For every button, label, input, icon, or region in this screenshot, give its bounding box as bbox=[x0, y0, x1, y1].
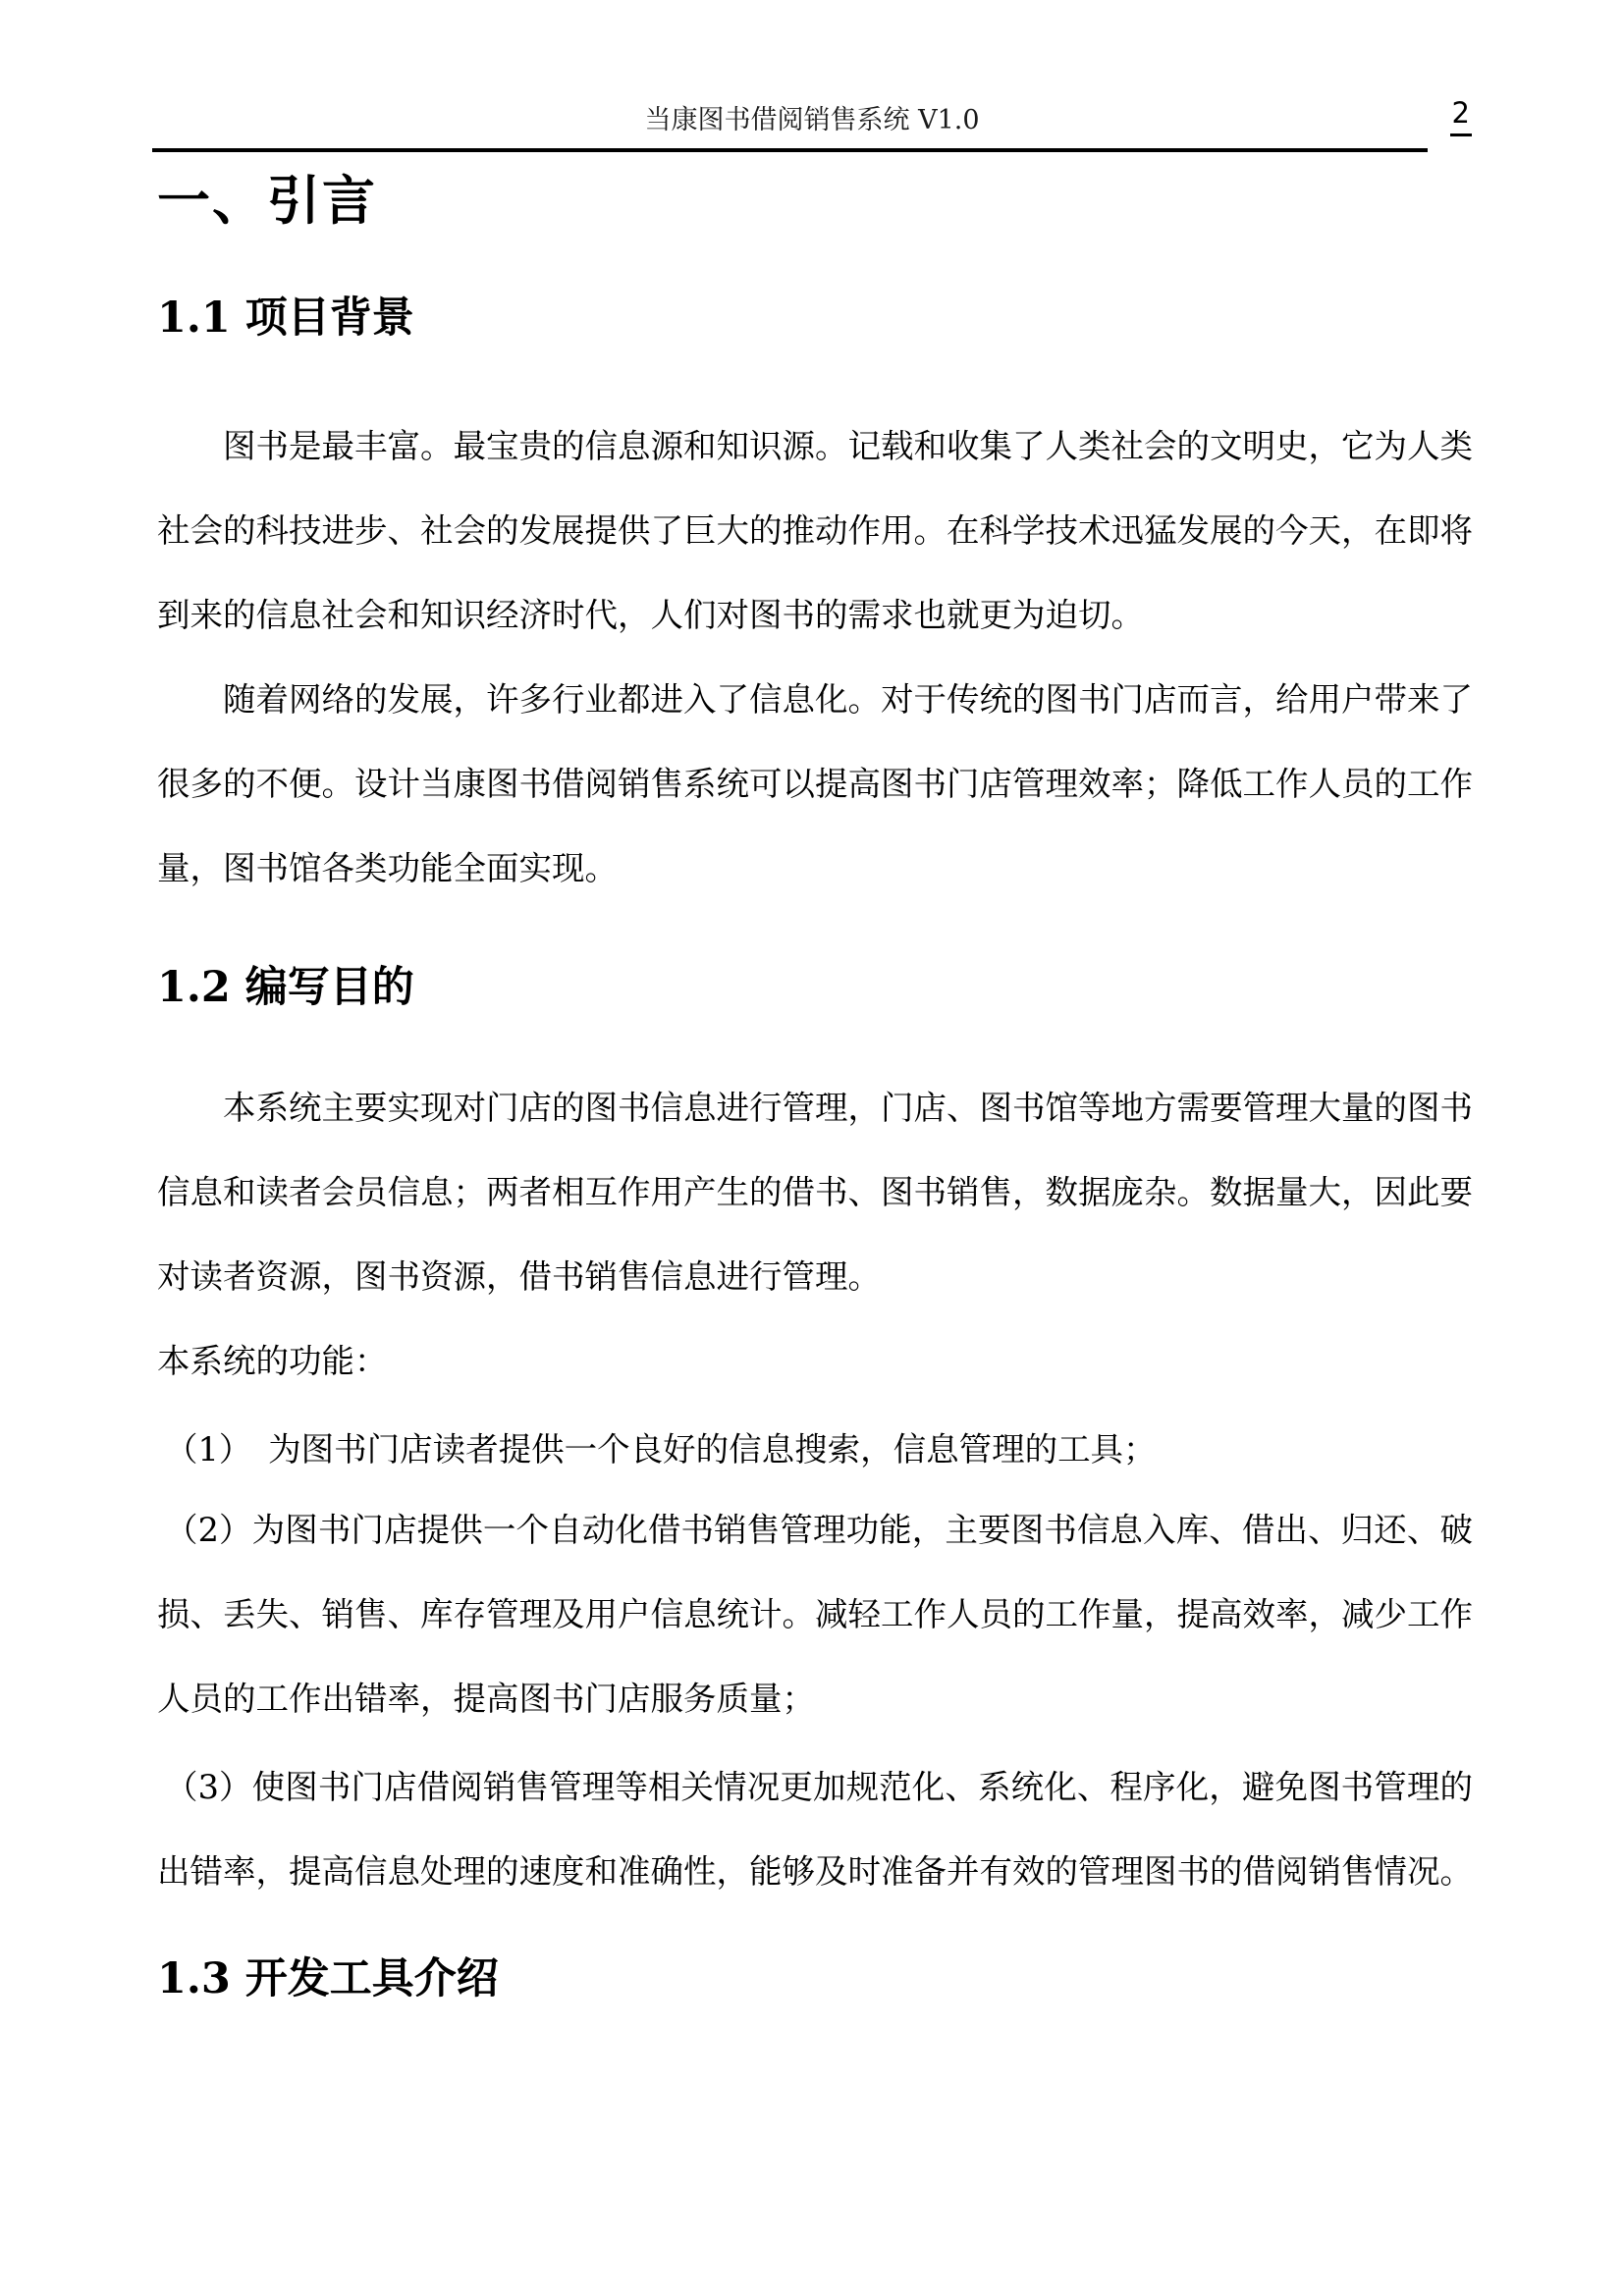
section-heading-1-2: 1.2 编写目的 bbox=[157, 963, 414, 1012]
header-doc-title: 当康图书借阅销售系统 V1.0 bbox=[644, 105, 980, 135]
chapter-heading: 一、引言 bbox=[157, 169, 377, 232]
paragraph-purpose: 本系统主要实现对门店的图书信息进行管理，门店、图书馆等地方需要管理大量的图书信息和读者会员信息；两者相互作用产生的借书、图书销售，数据庞杂。数据量大，因此要对读者资源，图书资源，借书销售信息进行管理。 bbox=[157, 1089, 1473, 1296]
list-item-3: （3）使图书门店借阅销售管理等相关情况更加规范化、系统化、程序化，避免图书管理的出错率，提高信息处理的速度和准确性，能够及时准备并有效的管理图书的借阅销售情况。 bbox=[157, 1768, 1473, 1891]
list-lead-system-functions: 本系统的功能： bbox=[157, 1342, 388, 1380]
list-item-2: （2）为图书门店提供一个自动化借书销售管理功能，主要图书信息入库、借出、归还、破损、丢失、销售、库存管理及用户信息统计。减轻工作人员的工作量，提高效率，减少工作人员的工作出错率，提高图书门店服务质量； bbox=[157, 1511, 1473, 1718]
header-rule bbox=[152, 148, 1428, 152]
section-heading-1-1: 1.1 项目背景 bbox=[157, 294, 414, 343]
paragraph-project-background-2: 随着网络的发展，许多行业都进入了信息化。对于传统的图书门店而言，给用户带来了很多的不便。设计当康图书借阅销售系统可以提高图书门店管理效率；降低工作人员的工作量，图书馆各类功能全面实现。 bbox=[157, 680, 1473, 887]
section-heading-1-3: 1.3 开发工具介绍 bbox=[157, 1954, 499, 2003]
list-item-1: （1） 为图书门店读者提供一个良好的信息搜索，信息管理的工具； bbox=[165, 1430, 1157, 1468]
paragraph-project-background-1: 图书是最丰富。最宝贵的信息源和知识源。记载和收集了人类社会的文明史，它为人类社会的科技进步、社会的发展提供了巨大的推动作用。在科学技术迅猛发展的今天，在即将到来的信息社会和知识经济时代，人们对图书的需求也就更为迫切。 bbox=[157, 427, 1473, 634]
header-page-number: 2 bbox=[1450, 96, 1472, 136]
